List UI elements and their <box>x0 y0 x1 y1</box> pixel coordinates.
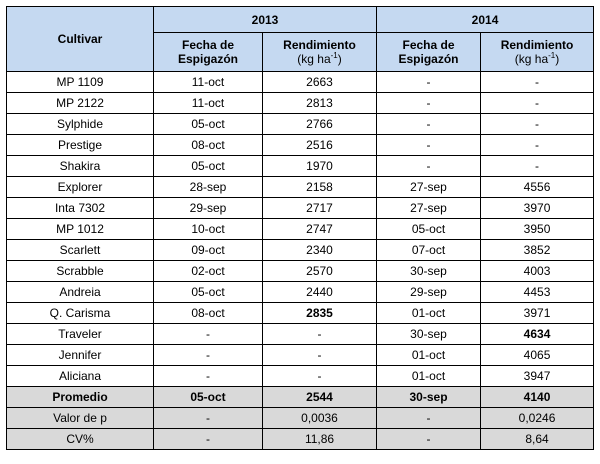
rendimiento-2014-cell: - <box>481 72 594 93</box>
cultivar-cell: Andreia <box>7 282 154 303</box>
rendimiento-2013-cell: 2440 <box>263 282 377 303</box>
table-row <box>7 240 594 261</box>
year-2014-header: 2014 <box>377 7 594 33</box>
rendimiento-2013-cell: 2747 <box>263 219 377 240</box>
cultivar-cell: Shakira <box>7 156 154 177</box>
fecha-2014-cell: 07-oct <box>377 240 481 261</box>
rendimiento-2014-cell: 8,64 <box>481 429 594 450</box>
fecha-2014-cell: - <box>377 72 481 93</box>
rendimiento-2014-header: Rendimiento (kg $ha^{-1}$) <box>481 33 594 72</box>
rendimiento-2014-cell: - <box>481 135 594 156</box>
cultivar-cell: Scarlett <box>7 240 154 261</box>
fecha-2014-cell: 01-oct <box>377 303 481 324</box>
fecha-2013-cell: 05-oct <box>154 114 263 135</box>
fecha-2013-cell: 28-sep <box>154 177 263 198</box>
fecha-2013-cell: 09-oct <box>154 240 263 261</box>
cultivar-cell: Prestige <box>7 135 154 156</box>
table-row <box>7 345 594 366</box>
cultivar-cell: Aliciana <box>7 366 154 387</box>
fecha-2013-cell: 10-oct <box>154 219 263 240</box>
rendimiento-2013-cell: 1970 <box>263 156 377 177</box>
fecha-2013-header: Fecha de Espigazón <box>154 33 263 72</box>
fecha-2013-cell: 05-oct <box>154 156 263 177</box>
fecha-2014-cell: - <box>377 114 481 135</box>
table-row <box>7 303 594 324</box>
rendimiento-2014-cell: 3971 <box>481 303 594 324</box>
fecha-2013-cell: - <box>154 429 263 450</box>
fecha-2013-cell: 29-sep <box>154 198 263 219</box>
cultivar-cell: MP 1109 <box>7 72 154 93</box>
cultivar-cell: Valor de p <box>7 408 154 429</box>
table-row <box>7 72 594 93</box>
rendimiento-2014-cell: 4556 <box>481 177 594 198</box>
fecha-2013-cell: 08-oct <box>154 303 263 324</box>
rendimiento-2013-cell: - <box>263 366 377 387</box>
rendimiento-2014-cell: 4003 <box>481 261 594 282</box>
table-row <box>7 324 594 345</box>
rendimiento-2014-cell: 0,0246 <box>481 408 594 429</box>
rendimiento-2013-cell: 2340 <box>263 240 377 261</box>
rendimiento-2013-cell: - <box>263 345 377 366</box>
rendimiento-2013-cell: 0,0036 <box>263 408 377 429</box>
cultivar-header: Cultivar <box>7 7 154 72</box>
summary-row-valor-p <box>7 408 594 429</box>
cultivar-cell: Traveler <box>7 324 154 345</box>
fecha-2014-cell: 05-oct <box>377 219 481 240</box>
rendimiento-2013-cell: - <box>263 324 377 345</box>
fecha-2013-cell: - <box>154 324 263 345</box>
table-row <box>7 219 594 240</box>
table-row <box>7 177 594 198</box>
rendimiento-2014-cell: 4065 <box>481 345 594 366</box>
rendimiento-2013-cell: 2813 <box>263 93 377 114</box>
table-row <box>7 135 594 156</box>
fecha-2013-cell: 05-oct <box>154 387 263 408</box>
fecha-2013-cell: 08-oct <box>154 135 263 156</box>
table-row <box>7 156 594 177</box>
cultivar-cell: Q. Carisma <box>7 303 154 324</box>
rendimiento-2014-cell: 3947 <box>481 366 594 387</box>
fecha-2014-cell: - <box>377 408 481 429</box>
rendimiento-2013-cell: 2717 <box>263 198 377 219</box>
fecha-2014-header: Fecha de Espigazón <box>377 33 481 72</box>
fecha-2013-cell: - <box>154 408 263 429</box>
fecha-2014-cell: 30-sep <box>377 324 481 345</box>
rendimiento-2013-cell: 2835 <box>263 303 377 324</box>
rendimiento-2014-cell: 3970 <box>481 198 594 219</box>
fecha-2014-cell: 27-sep <box>377 177 481 198</box>
table-row <box>7 114 594 135</box>
rendimiento-2014-cell: 4140 <box>481 387 594 408</box>
rendimiento-2013-header: Rendimiento (kg $ha^{-1}$) <box>263 33 377 72</box>
fecha-2014-cell: 29-sep <box>377 282 481 303</box>
fecha-2014-cell: 30-sep <box>377 387 481 408</box>
table-row <box>7 366 594 387</box>
rendimiento-2013-cell: 2516 <box>263 135 377 156</box>
fecha-2014-cell: - <box>377 429 481 450</box>
fecha-2013-cell: 11-oct <box>154 93 263 114</box>
fecha-2013-cell: 05-oct <box>154 282 263 303</box>
fecha-2014-cell: - <box>377 156 481 177</box>
fecha-2014-cell: 30-sep <box>377 261 481 282</box>
cultivar-cell: Inta 7302 <box>7 198 154 219</box>
rendimiento-2013-cell: 2663 <box>263 72 377 93</box>
table-row <box>7 198 594 219</box>
cultivar-cell: MP 2122 <box>7 93 154 114</box>
rendimiento-2013-cell: 2570 <box>263 261 377 282</box>
cultivar-cell: Sylphide <box>7 114 154 135</box>
fecha-2014-cell: 01-oct <box>377 345 481 366</box>
fecha-2014-cell: 01-oct <box>377 366 481 387</box>
rendimiento-2014-cell: 3852 <box>481 240 594 261</box>
rendimiento-2014-cell: - <box>481 156 594 177</box>
cultivar-cell: Scrabble <box>7 261 154 282</box>
rendimiento-2013-cell: 2766 <box>263 114 377 135</box>
table-row <box>7 282 594 303</box>
rendimiento-2014-cell: 3950 <box>481 219 594 240</box>
table-row <box>7 93 594 114</box>
fecha-2014-cell: - <box>377 93 481 114</box>
rendimiento-2014-cell: - <box>481 114 594 135</box>
table-header <box>7 7 594 72</box>
fecha-2013-cell: - <box>154 345 263 366</box>
fecha-2014-cell: - <box>377 135 481 156</box>
rendimiento-2013-cell: 2544 <box>263 387 377 408</box>
fecha-2014-cell: 27-sep <box>377 198 481 219</box>
summary-row-promedio <box>7 387 594 408</box>
fecha-2013-cell: 11-oct <box>154 72 263 93</box>
rendimiento-2013-cell: 2158 <box>263 177 377 198</box>
results-table-container <box>6 6 593 450</box>
cultivar-cell: MP 1012 <box>7 219 154 240</box>
rendimiento-2014-cell: 4453 <box>481 282 594 303</box>
year-2013-header: 2013 <box>154 7 377 33</box>
table-row <box>7 261 594 282</box>
rendimiento-2013-cell: 11,86 <box>263 429 377 450</box>
fecha-2013-cell: 02-oct <box>154 261 263 282</box>
summary-row-cv <box>7 429 594 450</box>
cultivar-cell: Explorer <box>7 177 154 198</box>
cultivar-cell: Promedio <box>7 387 154 408</box>
fecha-2013-cell: - <box>154 366 263 387</box>
cultivar-results-table <box>6 6 594 450</box>
rendimiento-2014-cell: 4634 <box>481 324 594 345</box>
cultivar-cell: Jennifer <box>7 345 154 366</box>
cultivar-cell: CV% <box>7 429 154 450</box>
table-body <box>7 72 594 450</box>
rendimiento-2014-cell: - <box>481 93 594 114</box>
